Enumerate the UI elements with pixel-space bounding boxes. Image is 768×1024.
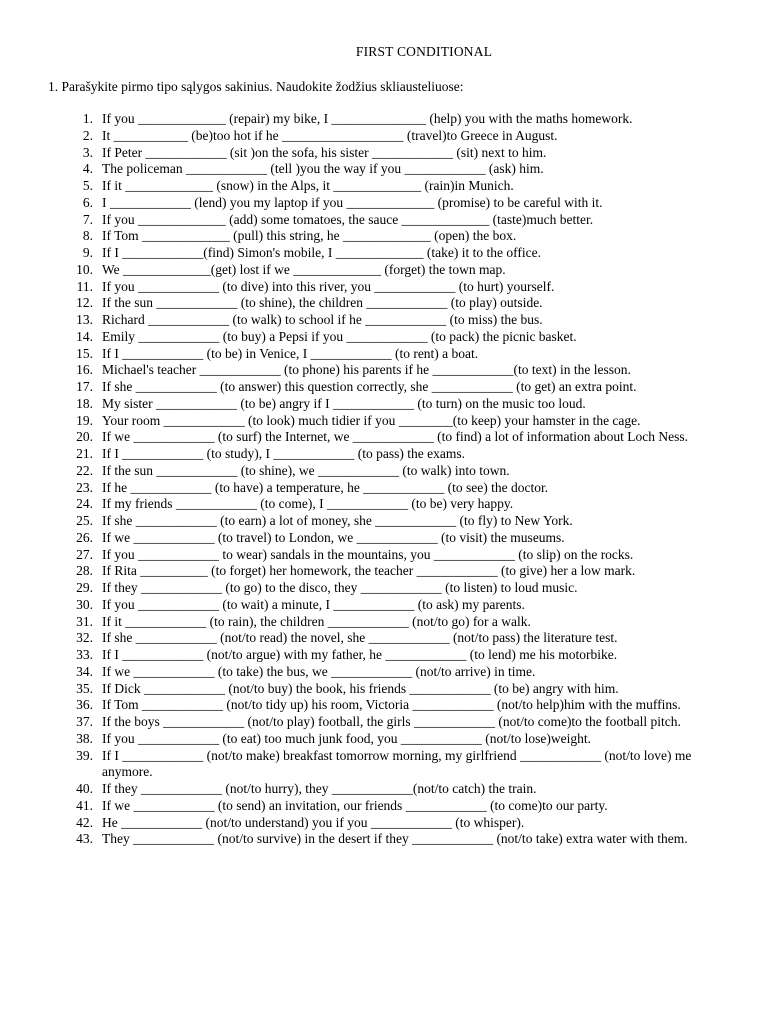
exercise-sentence: If they ____________ (not/to hurry), they ____________(not/to catch) the train.	[102, 781, 537, 796]
exercise-item	[66, 111, 726, 128]
exercise-sentence: If I ____________ (to study), I ____________ (to pass) the exams.	[102, 446, 465, 461]
exercise-item	[66, 630, 726, 647]
exercise-number: 22.	[76, 462, 93, 478]
exercise-item	[66, 245, 726, 262]
exercise-item	[66, 279, 726, 296]
exercise-item	[66, 396, 726, 413]
exercise-sentence: We _____________(get) lost if we _____________ (forget) the town map.	[102, 261, 506, 277]
exercise-item	[66, 513, 726, 530]
exercise-item	[66, 580, 726, 597]
exercise-number: 32.	[76, 630, 93, 646]
exercise-number: 37.	[76, 714, 93, 729]
exercise-sentence: They ____________ (not/to survive) in the desert if they ____________ (not/to take) extra water with them.	[102, 831, 688, 847]
exercise-sentence: If my friends ____________ (to come), I ____________ (to be) very happy.	[102, 496, 514, 512]
exercise-sentence: If the boys ____________ (not/to play) football, the girls ____________ (not/to come)to the football pitch.	[102, 714, 681, 729]
exercise-item	[66, 664, 726, 681]
exercise-number: 15.	[76, 345, 93, 361]
exercise-number: 5.	[82, 178, 93, 193]
exercise-number: 23.	[76, 479, 93, 495]
exercise-number: 27.	[76, 546, 93, 562]
exercise-item	[66, 781, 726, 798]
exercise-number: 38.	[76, 730, 93, 746]
exercise-number: 36.	[76, 697, 93, 713]
exercise-number: 13.	[76, 312, 93, 327]
exercise-item	[66, 128, 726, 145]
exercise-number: 40.	[76, 781, 93, 796]
exercise-number: 8.	[82, 228, 93, 244]
exercise-item	[66, 614, 726, 631]
exercise-sentence: If Peter ____________ (sit )on the sofa, his sister ____________ (sit) next to him.	[102, 144, 547, 160]
exercise-sentence: Your room ____________ (to look) much tidier if you ________(to keep) your hamster in the cage.	[102, 412, 641, 428]
exercise-item	[66, 161, 726, 178]
exercise-item	[66, 530, 726, 547]
exercise-number: 42.	[76, 814, 93, 830]
exercise-item	[66, 212, 726, 229]
exercise-sentence: I ____________ (lend) you my laptop if you _____________ (promise) to be careful with it.	[102, 194, 603, 210]
exercise-item	[66, 413, 726, 430]
exercise-item	[66, 831, 726, 848]
exercise-number: 26.	[76, 529, 93, 545]
exercise-number: 30.	[76, 596, 93, 612]
exercise-sentence: If the sun ____________ (to shine), the children ____________ (to play) outside.	[102, 295, 543, 311]
exercise-item	[66, 379, 726, 396]
exercise-sentence: If we ____________ (to send) an invitation, our friends ____________ (to come)to our party.	[102, 797, 608, 813]
exercise-sentence: If I ____________ (to be) in Venice, I ____________ (to rent) a boat.	[102, 345, 479, 361]
exercise-number: 43.	[76, 831, 93, 847]
exercise-sentence: My sister ____________ (to be) angry if I ____________ (to turn) on the music too loud.	[102, 395, 586, 411]
exercise-item	[66, 480, 726, 497]
exercise-instruction: 1. Parašykite pirmo tipo sąlygos sakinius. Naudokite žodžius skliausteliuose:	[48, 79, 464, 94]
exercise-sentence: If you _____________ (repair) my bike, I ______________ (help) you with the maths homework.	[102, 111, 633, 126]
exercise-item	[66, 429, 726, 446]
exercise-sentence: If we ____________ (to surf) the Internet, we ____________ (to find) a lot of information about Loch Ness.	[102, 429, 688, 445]
exercise-sentence: Emily ____________ (to buy) a Pepsi if you ____________ (to pack) the picnic basket.	[102, 328, 577, 344]
exercise-number: 20.	[76, 429, 93, 445]
exercise-sentence: Richard ____________ (to walk) to school if he ____________ (to miss) the bus.	[102, 312, 543, 327]
exercise-number: 29.	[76, 580, 93, 595]
exercise-item	[66, 647, 726, 664]
exercise-sentence: If the sun ____________ (to shine), we ____________ (to walk) into town.	[102, 462, 510, 478]
exercise-number: 11.	[76, 278, 93, 294]
exercise-sentence: If we ____________ (to take) the bus, we ____________ (not/to arrive) in time.	[102, 663, 536, 679]
exercise-number: 21.	[76, 446, 93, 461]
exercise-sentence: If you ____________ (to eat) too much junk food, you ____________ (not/to lose)weight.	[102, 730, 591, 746]
exercise-sentence: If we ____________ (to travel) to London, we ____________ (to visit) the museums.	[102, 529, 565, 545]
exercise-sentence: If he ____________ (to have) a temperature, he ____________ (to see) the doctor.	[102, 479, 549, 495]
exercise-item	[66, 346, 726, 363]
exercise-sentence: If she ____________ (to earn) a lot of money, she ____________ (to fly) to New York.	[102, 513, 573, 528]
exercise-sentence: If you _____________ (add) some tomatoes, the sauce _____________ (taste)much better.	[102, 211, 594, 227]
exercise-sentence: If you ____________ (to wait) a minute, I ____________ (to ask) my parents.	[102, 596, 525, 612]
exercise-item	[66, 748, 726, 782]
exercise-sentence: If they ____________ (to go) to the disco, they ____________ (to listen) to loud music.	[102, 580, 578, 595]
exercise-number: 16.	[76, 362, 93, 378]
exercise-number: 28.	[76, 563, 93, 579]
exercise-item	[66, 312, 726, 329]
exercise-item	[66, 362, 726, 379]
exercise-number: 24.	[76, 496, 93, 512]
exercise-list	[66, 111, 726, 848]
exercise-number: 35.	[76, 680, 93, 696]
exercise-item	[66, 463, 726, 480]
exercise-sentence: If Tom ____________ (not/to tidy up) his room, Victoria ____________ (not/to help)him with the muffins.	[102, 697, 681, 713]
exercise-sentence: The policeman ____________ (tell )you the way if you ____________ (ask) him.	[102, 161, 544, 177]
exercise-item	[66, 547, 726, 564]
exercise-sentence: If you ____________ to wear) sandals in the mountains, you ____________ (to slip) on the rocks.	[102, 546, 634, 562]
exercise-number: 18.	[76, 395, 93, 411]
exercise-number: 17.	[76, 379, 93, 394]
exercise-sentence: It ___________ (be)too hot if he __________________ (travel)to Greece in August.	[102, 127, 558, 143]
exercise-item	[66, 145, 726, 162]
exercise-item	[66, 714, 726, 731]
exercise-number: 12.	[76, 295, 93, 311]
exercise-number: 4.	[82, 161, 93, 177]
exercise-number: 10.	[76, 261, 93, 277]
page-title: FIRST CONDITIONAL	[355, 44, 493, 59]
exercise-number: 2.	[82, 127, 93, 143]
exercise-item	[66, 329, 726, 346]
exercise-number: 39.	[76, 747, 93, 763]
exercise-item	[66, 496, 726, 513]
exercise-item	[66, 697, 726, 714]
exercise-sentence: If I ____________ (not/to make) breakfast tomorrow morning, my girlfriend ____________ (not/to love) me anymore.	[102, 747, 692, 780]
exercise-item	[66, 262, 726, 279]
exercise-sentence: He ____________ (not/to understand) you if you ____________ (to whisper).	[102, 814, 525, 830]
exercise-sentence: If she ____________ (to answer) this question correctly, she ____________ (to get) an extra point.	[102, 379, 637, 394]
exercise-sentence: If Rita __________ (to forget) her homework, the teacher ____________ (to give) her a low mark.	[102, 563, 636, 579]
exercise-number: 19.	[76, 412, 93, 428]
exercise-sentence: If I ____________(find) Simon's mobile, I _____________ (take) it to the office.	[102, 245, 541, 260]
exercise-item	[66, 731, 726, 748]
exercise-number: 9.	[82, 245, 93, 260]
exercise-item	[66, 798, 726, 815]
exercise-number: 33.	[76, 647, 93, 662]
exercise-number: 6.	[82, 194, 93, 210]
exercise-number: 31.	[76, 613, 93, 629]
exercise-sentence: If it ____________ (to rain), the children ____________ (not/to go) for a walk.	[102, 613, 531, 629]
exercise-number: 41.	[76, 797, 93, 813]
exercise-item	[66, 815, 726, 832]
exercise-sentence: Michael's teacher ____________ (to phone) his parents if he ____________(to text) in the lesson.	[102, 362, 631, 378]
exercise-number: 3.	[82, 144, 93, 160]
exercise-item	[66, 446, 726, 463]
exercise-item	[66, 178, 726, 195]
exercise-number: 1.	[82, 111, 93, 126]
exercise-sentence: If I ____________ (not/to argue) with my father, he ____________ (to lend) me his motorbike.	[102, 647, 618, 662]
exercise-number: 34.	[76, 663, 93, 679]
exercise-number: 25.	[76, 513, 93, 528]
exercise-item	[66, 228, 726, 245]
exercise-sentence: If Dick ____________ (not/to buy) the book, his friends ____________ (to be) angry with him.	[102, 680, 619, 696]
exercise-item	[66, 563, 726, 580]
exercise-number: 7.	[82, 211, 93, 227]
exercise-item	[66, 195, 726, 212]
exercise-sentence: If you ____________ (to dive) into this river, you ____________ (to hurt) yourself.	[102, 278, 555, 294]
exercise-sentence: If Tom _____________ (pull) this string, he _____________ (open) the box.	[102, 228, 517, 244]
exercise-sentence: If she ____________ (not/to read) the novel, she ____________ (not/to pass) the literature test.	[102, 630, 618, 646]
exercise-sentence: If it _____________ (snow) in the Alps, it _____________ (rain)in Munich.	[102, 178, 514, 193]
exercise-item	[66, 597, 726, 614]
exercise-number: 14.	[76, 328, 93, 344]
exercise-item	[66, 681, 726, 698]
exercise-item	[66, 295, 726, 312]
